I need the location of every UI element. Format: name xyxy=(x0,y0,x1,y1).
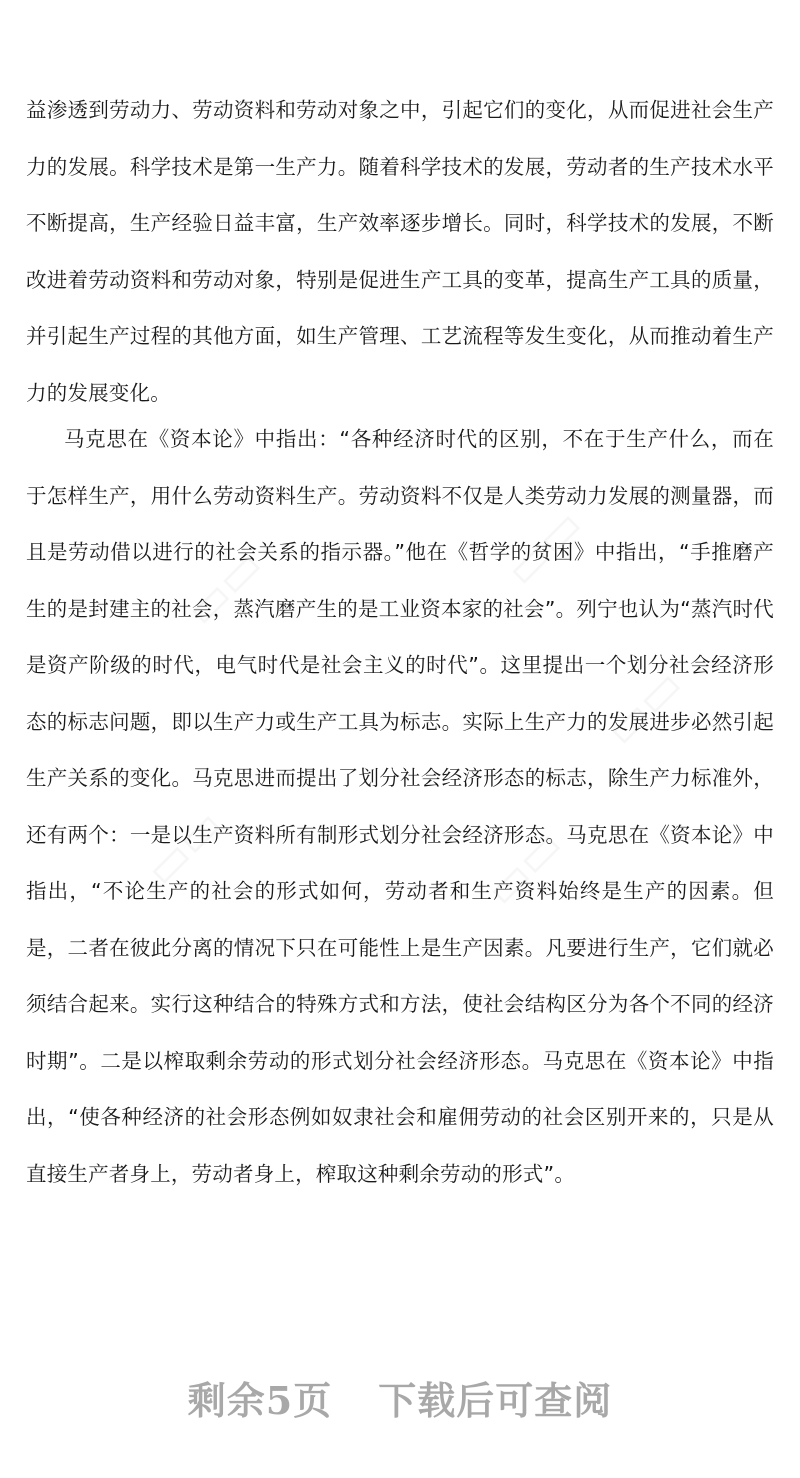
download-to-read-label[interactable]: 下载后可查阅 xyxy=(378,1378,613,1423)
paragraph-science-technology: 益渗透到劳动力、劳动资料和劳动对象之中，引起它们的变化，从而促进社会生产力的发展。科学技术是第一生产力。随着科学技术的发展，劳动者的生产技术水平不断提高，生产经验日益丰富，生产效率逐步增长。同时，科学技术的发展，不断改进着劳动资料和劳动对象，特别是促进生产工具的变革，提高生产工具的质量，并引起生产过程的其他方面，如生产管理、工艺流程等发生变化，从而推动着生产力的发展变化。 xyxy=(26,98,774,405)
paragraph-marx-capital: 马克思在《资本论》中指出：“各种经济时代的区别，不在于生产什么，而在于怎样生产，用什么劳动资料生产。劳动资料不仅是人类劳动力发展的测量器，而且是劳动借以进行的社会关系的指示器。”他在《哲学的贫困》中指出，“手推磨产生的是封建主的社会，蒸汽磨产生的是工业资本家的社会”。列宁也认为“蒸汽时代是资产阶级的时代，电气时代是社会主义的时代”。这里提出一个划分社会经济形态的标志问题，即以生产力或生产工具为标志。实际上生产力的发展进步必然引起生产关系的变化。马克思进而提出了划分社会经济形态的标志，除生产力标准外，还有两个：一是以生产资料所有制形式划分社会经济形态。马克思在《资本论》中指出，“不论生产的社会的形式如何，劳动者和生产资料始终是生产的因素。但是，二者在彼此分离的情况下只在可能性上是生产因素。凡要进行生产，它们就必须结合起来。实行这种结合的特殊方式和方法，使社会结构区分为各个不同的经济时期”。二是以榨取剩余劳动的形式划分社会经济形态。马克思在《资本论》中指出，“使各种经济的社会形态例如奴隶社会和雇佣劳动的社会区别开来的，只是从直接生产者身上，劳动者身上，榨取这种剩余劳动的形式”。 xyxy=(26,427,774,1186)
watermark-decoration: ▭▭ xyxy=(133,797,234,897)
watermark-decoration: ▭▭ xyxy=(593,657,694,757)
download-banner[interactable] xyxy=(0,1370,800,1425)
remaining-pages-label[interactable]: 剩余5页 xyxy=(187,1378,333,1423)
watermark-decoration: ▭▭ xyxy=(493,497,594,597)
watermark-decoration: ▭▭ xyxy=(473,817,574,917)
watermark-decoration: ▭▭ xyxy=(173,537,274,637)
